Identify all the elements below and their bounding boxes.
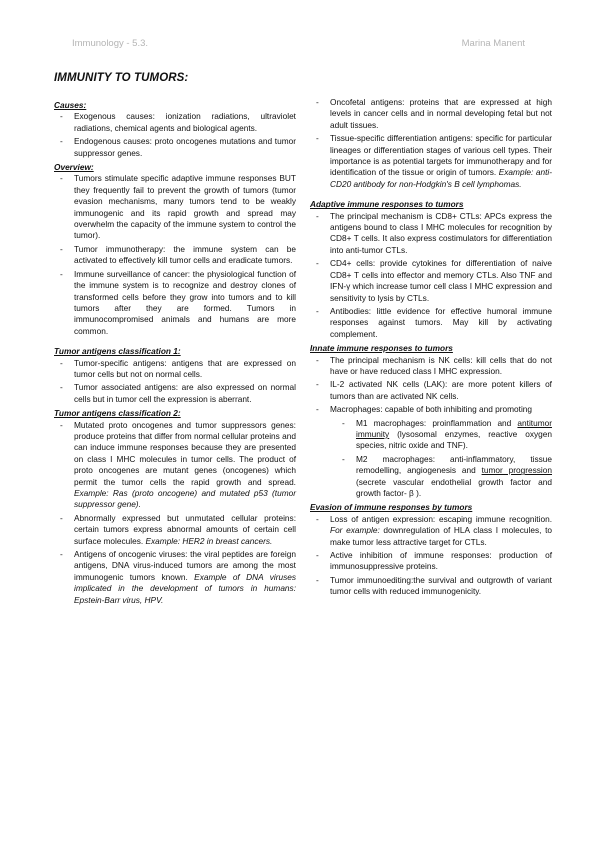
item-text: (lysosomal enzymes, reactive oxygen species, nitric oxide and TNF).	[356, 428, 553, 451]
list-item: - The principal mechanism is NK cells: kill cells that do not have or have reduced class I MHC expression.	[310, 355, 552, 378]
item-example-label: For example:	[330, 525, 380, 536]
list-item	[310, 133, 552, 190]
item-text: downregulation of HLA class I molecules, to make tumor less attractive target for CTLs.	[330, 525, 552, 547]
list-item	[54, 549, 296, 606]
innate-heading: Innate immune responses to tumors	[310, 343, 453, 354]
underlined-term: antitumor immunity	[356, 417, 552, 439]
list-item: - Macrophages: capable of both inhibiting and promoting	[310, 404, 552, 415]
header-author: Marina Manent	[461, 38, 525, 49]
underlined-term: tumor progression	[481, 465, 552, 476]
list-item	[54, 513, 296, 547]
list-item: - Tumor-specific antigens: antigens that are expressed on tumor cells but not on normal cells.	[54, 358, 296, 381]
sub-list-item	[310, 454, 552, 500]
list-item: - CD4+ cells: provide cytokines for differentiation of naive CD8+ T cells into effector and memory CTLs. Also TNF and IFN-γ which increase tumor cell class I MHC expression and sensitivity to lysis by CTLs.	[310, 258, 552, 304]
item-text: (secrete vascular endothelial growth factor and growth factor- β ).	[356, 476, 552, 498]
list-item: - Tumors stimulate specific adaptive immune responses BUT they frequently fail to prevent the growth of tumors (tumor evasion mechanisms, many tumors tend to be weakly immunogenic and its rapid growth and spread may overwhelm the capacity of the immune system to control the tumor).	[54, 173, 296, 241]
item-example: Example: anti-CD20 antibody for non-Hodgkin's B cell lymphomas.	[330, 167, 553, 189]
right-column	[310, 97, 552, 600]
list-item: - Immune surveillance of cancer: the physiological function of the immune system is to recognize and destroy clones of transformed cells before they grow into tumors and to kill tumors after they are formed. Tumors in immunocompromised animals and humans are more common.	[54, 269, 296, 337]
list-item: - Antibodies: little evidence for effective humoral immune responses against tumors. May kill by activating complement.	[310, 306, 552, 340]
item-example: Example of DNA viruses implicated in the development of tumors in humans: Epstein-Barr virus, HPV.	[74, 571, 296, 605]
page-title: IMMUNITY TO TUMORS:	[54, 72, 189, 84]
adaptive-heading: Adaptive immune responses to tumors	[310, 199, 464, 210]
item-text: M1 macrophages: proinflammation and	[356, 417, 512, 428]
classification-2-heading: Tumor antigens classification 2:	[54, 408, 181, 419]
classification-1-heading: Tumor antigens classification 1:	[54, 346, 181, 357]
sub-list-item	[310, 418, 552, 452]
item-text: Loss of antigen expression: escaping immune recognition.	[330, 513, 552, 524]
item-text: Tissue-specific differentiation antigens: specific for particular lineages or differentiation stages of various cell types. Their importance is as potential targets for immunotherapy and for identification of the tissue or origin of tumors.	[330, 133, 552, 178]
item-text: Mutated proto oncogenes and tumor suppressors genes: produce proteins that differ from normal cellular proteins and can induce immune responses because they are presented on class I MHC molecules in tumor cells. The product of proto oncogenes are mutant genes (oncogenes) which permit the tumor cells the rapid growth and spread.	[74, 419, 296, 487]
list-item: - Tumor associated antigens: are also expressed on normal cells but in tumor cell the expression is aberrant.	[54, 382, 296, 405]
list-item: - Oncofetal antigens: proteins that are expressed at high levels in cancer cells and in normal developing fetal but not adult tissues.	[310, 97, 552, 131]
list-item: - IL-2 activated NK cells (LAK): are more potent killers of tumors than are activated NK cells.	[310, 379, 552, 402]
item-text: Antigens of oncogenic viruses: the viral peptides are foreign antigens, DNA virus-induced tumors are among the most immunogenic tumors known.	[74, 549, 296, 582]
list-item: - The principal mechanism is CD8+ CTLs: APCs express the antigens bound to class I MHC molecules for recognition by CD8+ T cells. It also express costimulators for differentiation into anti-tumor CTLs.	[310, 211, 552, 257]
header-course: Immunology - 5.3.	[72, 38, 149, 49]
item-text: Abnormally expressed but unmutated cellular proteins: certain tumors express abnormal amounts of certain cell surface molecules.	[74, 512, 296, 546]
overview-heading: Overview:	[54, 162, 94, 173]
item-example: Example: Ras (proto oncogene) and mutated p53 (tumor suppressor gene).	[74, 488, 296, 510]
left-column	[54, 97, 296, 608]
list-item: - Tumor immunoediting:the survival and outgrowth of variant tumor cells with reduced immunogenicity.	[310, 575, 552, 598]
list-item	[54, 420, 296, 511]
causes-heading: Causes:	[54, 100, 87, 110]
list-item	[310, 514, 552, 548]
item-example: Example: HER2 in breast cancers.	[145, 535, 273, 546]
list-item: - Endogenous causes: proto oncogenes mutations and tumor suppressor genes.	[54, 136, 296, 159]
list-item: - Active inhibition of immune responses: production of immunosuppressive proteins.	[310, 550, 552, 573]
item-text: M2 macrophages: anti-inflammatory, tissue remodelling, angiogenesis and	[356, 453, 552, 476]
evasion-heading: Evasion of immune responses by tumors	[310, 502, 473, 513]
list-item: - Tumor immunotherapy: the immune system can be activated to effectively kill tumor cells and eradicate tumors.	[54, 244, 296, 267]
list-item: - Exogenous causes: ionization radiations, ultraviolet radiations, chemical agents and biological agents.	[54, 111, 296, 134]
